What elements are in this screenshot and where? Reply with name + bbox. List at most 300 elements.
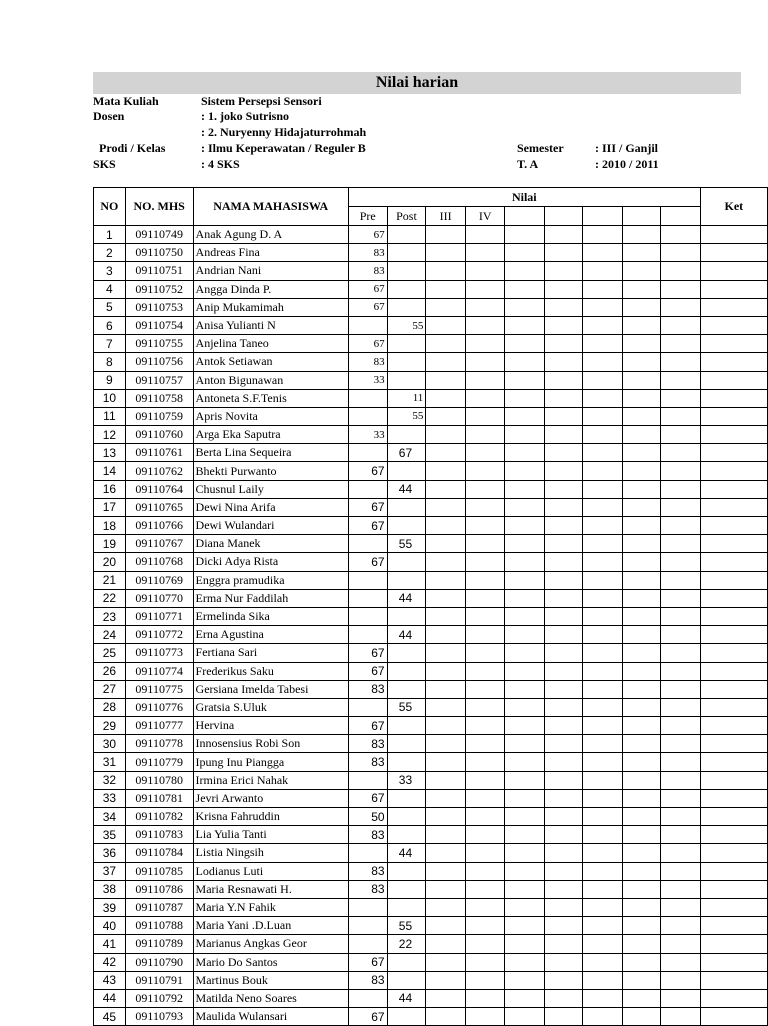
score-empty [465,462,505,480]
score-post [387,517,426,535]
student-id: 09110752 [125,280,193,298]
score-empty [583,898,622,916]
score-empty [661,335,700,353]
score-empty [505,535,544,553]
table-row [94,862,768,880]
student-name: Anisa Yulianti N [193,316,348,334]
ket-cell [700,407,767,425]
score-empty [505,262,544,280]
score-empty [426,698,466,716]
score-empty [505,589,544,607]
student-name: Maria Yani .D.Luan [193,917,348,935]
score-empty [426,953,466,971]
score-empty [544,771,582,789]
score-empty [426,316,466,334]
row-number: 32 [94,771,126,789]
ket-cell [700,498,767,516]
score-empty [426,298,466,316]
ket-cell [700,226,767,244]
score-empty [622,898,660,916]
student-name: Krisna Fahruddin [193,808,348,826]
score-pre: 33 [348,371,387,389]
student-id: 09110751 [125,262,193,280]
score-empty [426,244,466,262]
score-empty [505,771,544,789]
table-row [94,844,768,862]
row-number: 11 [94,407,126,425]
score-empty [544,862,582,880]
student-id: 09110761 [125,444,193,462]
prodi-value: : Ilmu Keperawatan / Reguler B [201,141,366,155]
score-empty [465,517,505,535]
table-row [94,898,768,916]
score-pre: 83 [348,680,387,698]
score-empty [622,826,660,844]
score-empty [583,353,622,371]
score-empty [544,371,582,389]
table-row [94,808,768,826]
ket-cell [700,917,767,935]
score-empty [465,553,505,571]
ket-cell [700,935,767,953]
score-empty [465,298,505,316]
score-empty [465,771,505,789]
table-row [94,753,768,771]
score-empty [583,589,622,607]
score-empty [426,389,466,407]
table-row [94,498,768,516]
score-empty [661,444,700,462]
score-empty [465,226,505,244]
score-empty [505,371,544,389]
score-post: 44 [387,480,426,498]
ket-cell [700,971,767,989]
student-name: Anton Bigunawan [193,371,348,389]
ket-cell [700,571,767,589]
sub-header-empty [583,207,622,226]
score-post [387,826,426,844]
table-row [94,662,768,680]
score-post [387,735,426,753]
sks-label: SKS [93,157,116,171]
score-empty [622,753,660,771]
score-empty [426,444,466,462]
score-empty [661,644,700,662]
score-empty [544,389,582,407]
row-number: 35 [94,826,126,844]
score-empty [544,426,582,444]
score-empty [661,226,700,244]
score-empty [622,480,660,498]
table-row [94,607,768,625]
score-empty [622,571,660,589]
row-number: 4 [94,280,126,298]
col-header-ket: Ket [700,188,767,226]
score-empty [426,517,466,535]
score-empty [661,571,700,589]
row-number: 17 [94,498,126,516]
score-empty [505,444,544,462]
student-id: 09110764 [125,480,193,498]
score-empty [583,244,622,262]
score-pre: 83 [348,244,387,262]
row-number: 5 [94,298,126,316]
score-empty [544,262,582,280]
ket-cell [700,789,767,807]
student-id: 09110793 [125,1008,193,1026]
student-id: 09110783 [125,826,193,844]
score-pre [348,535,387,553]
score-empty [583,735,622,753]
table-row [94,880,768,898]
student-name: Dewi Nina Arifa [193,498,348,516]
student-id: 09110753 [125,298,193,316]
score-empty [622,226,660,244]
score-empty [583,316,622,334]
table-row [94,1008,768,1026]
student-id: 09110786 [125,880,193,898]
table-row [94,644,768,662]
row-number: 29 [94,717,126,735]
score-empty [505,644,544,662]
ket-cell [700,644,767,662]
score-empty [544,698,582,716]
score-empty [426,407,466,425]
score-pre: 67 [348,298,387,316]
row-number: 31 [94,753,126,771]
score-post [387,371,426,389]
student-id: 09110774 [125,662,193,680]
student-name: Hervina [193,717,348,735]
score-pre: 83 [348,971,387,989]
score-empty [661,389,700,407]
score-empty [622,262,660,280]
score-empty [661,844,700,862]
score-empty [661,462,700,480]
table-row [94,371,768,389]
score-pre: 83 [348,862,387,880]
table-row [94,935,768,953]
row-number: 7 [94,335,126,353]
student-id: 09110768 [125,553,193,571]
score-empty [661,880,700,898]
score-empty [544,971,582,989]
score-empty [426,262,466,280]
row-number: 21 [94,571,126,589]
score-empty [661,316,700,334]
score-empty [661,607,700,625]
mata-kuliah-value: Sistem Persepsi Sensori [201,94,322,108]
score-empty [505,244,544,262]
score-empty [544,553,582,571]
ket-cell [700,898,767,916]
student-name: Anip Mukamimah [193,298,348,316]
table-row [94,226,768,244]
score-empty [505,989,544,1007]
score-pre: 83 [348,826,387,844]
score-post [387,280,426,298]
ket-cell [700,262,767,280]
score-empty [583,426,622,444]
table-row [94,426,768,444]
score-pre [348,589,387,607]
table-row [94,480,768,498]
ket-cell [700,717,767,735]
score-empty [465,371,505,389]
score-empty [505,480,544,498]
student-id: 09110773 [125,644,193,662]
score-empty [465,407,505,425]
score-empty [505,880,544,898]
row-number: 13 [94,444,126,462]
score-empty [544,953,582,971]
score-empty [544,335,582,353]
score-empty [622,498,660,516]
score-empty [544,462,582,480]
table-row [94,462,768,480]
score-empty [505,826,544,844]
score-empty [505,808,544,826]
score-empty [544,626,582,644]
table-row [94,698,768,716]
score-post [387,462,426,480]
student-name: Frederikus Saku [193,662,348,680]
score-empty [544,917,582,935]
score-pre: 67 [348,644,387,662]
student-id: 09110775 [125,680,193,698]
row-number: 30 [94,735,126,753]
score-empty [544,244,582,262]
score-empty [661,407,700,425]
sub-header-empty [544,207,582,226]
score-empty [622,680,660,698]
score-empty [583,917,622,935]
col-header-nilai: Nilai [348,188,700,207]
student-id: 09110784 [125,844,193,862]
student-id: 09110770 [125,589,193,607]
score-empty [505,898,544,916]
score-empty [661,1008,700,1026]
score-post: 55 [387,407,426,425]
score-empty [544,535,582,553]
table-row [94,298,768,316]
score-empty [661,971,700,989]
table-row [94,680,768,698]
col-header-nama: NAMA MAHASISWA [193,188,348,226]
score-empty [426,789,466,807]
score-empty [426,607,466,625]
table-row [94,953,768,971]
score-empty [426,662,466,680]
row-number: 8 [94,353,126,371]
score-empty [544,517,582,535]
student-name: Gersiana Imelda Tabesi [193,680,348,698]
score-empty [583,953,622,971]
student-name: Dicki Adya Rista [193,553,348,571]
score-post [387,553,426,571]
score-empty [622,844,660,862]
score-empty [465,971,505,989]
score-empty [622,298,660,316]
score-empty [505,607,544,625]
score-empty [465,935,505,953]
score-empty [661,808,700,826]
student-id: 09110771 [125,607,193,625]
row-number: 39 [94,898,126,916]
score-empty [465,789,505,807]
score-empty [583,880,622,898]
student-name: Maria Y.N Fahik [193,898,348,916]
score-post [387,353,426,371]
score-empty [661,826,700,844]
score-empty [426,589,466,607]
student-id: 09110749 [125,226,193,244]
student-id: 09110759 [125,407,193,425]
ket-cell [700,426,767,444]
score-empty [622,316,660,334]
score-empty [505,1008,544,1026]
row-number: 41 [94,935,126,953]
student-name: Antok Setiawan [193,353,348,371]
student-name: Dewi Wulandari [193,517,348,535]
score-pre [348,989,387,1007]
row-number: 19 [94,535,126,553]
score-empty [622,626,660,644]
ket-cell [700,298,767,316]
table-row [94,335,768,353]
score-empty [544,280,582,298]
score-empty [465,753,505,771]
score-empty [583,226,622,244]
table-row [94,971,768,989]
ket-cell [700,353,767,371]
ket-cell [700,244,767,262]
student-id: 09110760 [125,426,193,444]
row-number: 20 [94,553,126,571]
score-post [387,808,426,826]
row-number: 38 [94,880,126,898]
score-empty [661,371,700,389]
student-id: 09110758 [125,389,193,407]
score-empty [426,935,466,953]
score-empty [505,917,544,935]
score-empty [505,316,544,334]
score-empty [465,607,505,625]
score-post [387,953,426,971]
ket-cell [700,735,767,753]
score-pre: 67 [348,789,387,807]
student-id: 09110777 [125,717,193,735]
student-id: 09110778 [125,735,193,753]
student-id: 09110785 [125,862,193,880]
score-pre: 83 [348,753,387,771]
score-pre: 67 [348,335,387,353]
student-name: Innosensius Robi Son [193,735,348,753]
score-empty [583,844,622,862]
score-empty [465,262,505,280]
ket-cell [700,389,767,407]
score-post [387,680,426,698]
score-empty [544,316,582,334]
score-empty [583,771,622,789]
score-empty [661,680,700,698]
student-name: Berta Lina Sequeira [193,444,348,462]
table-row [94,389,768,407]
score-empty [622,462,660,480]
student-name: Marianus Angkas Geor [193,935,348,953]
row-number: 22 [94,589,126,607]
score-empty [622,735,660,753]
score-empty [583,789,622,807]
score-empty [544,226,582,244]
score-empty [661,244,700,262]
ta-value: : 2010 / 2011 [595,157,659,171]
row-number: 6 [94,316,126,334]
score-empty [426,371,466,389]
score-post: 33 [387,771,426,789]
score-empty [622,607,660,625]
score-post: 44 [387,989,426,1007]
score-empty [465,808,505,826]
ket-cell [700,808,767,826]
row-number: 14 [94,462,126,480]
score-pre [348,771,387,789]
score-pre [348,898,387,916]
score-empty [426,753,466,771]
score-empty [544,589,582,607]
score-empty [622,953,660,971]
score-empty [661,953,700,971]
score-empty [622,1008,660,1026]
row-number: 42 [94,953,126,971]
score-post [387,644,426,662]
score-pre: 50 [348,808,387,826]
score-pre: 83 [348,880,387,898]
student-name: Ermelinda Sika [193,607,348,625]
score-empty [505,735,544,753]
score-pre: 67 [348,517,387,535]
score-pre: 67 [348,462,387,480]
score-empty [505,862,544,880]
score-empty [505,426,544,444]
student-name: Erna Agustina [193,626,348,644]
ket-cell [700,462,767,480]
score-empty [544,407,582,425]
score-empty [622,917,660,935]
row-number: 25 [94,644,126,662]
score-empty [661,717,700,735]
student-name: Jevri Arwanto [193,789,348,807]
score-empty [426,880,466,898]
score-empty [622,589,660,607]
score-empty [661,353,700,371]
score-empty [426,535,466,553]
score-pre: 67 [348,553,387,571]
student-id: 09110788 [125,917,193,935]
student-id: 09110757 [125,371,193,389]
student-id: 09110792 [125,989,193,1007]
sks-value: : 4 SKS [201,157,240,171]
score-empty [544,498,582,516]
score-empty [583,444,622,462]
ket-cell [700,626,767,644]
row-number: 2 [94,244,126,262]
score-empty [505,953,544,971]
sub-header-empty [505,207,544,226]
score-empty [661,789,700,807]
score-post [387,244,426,262]
score-pre: 83 [348,353,387,371]
